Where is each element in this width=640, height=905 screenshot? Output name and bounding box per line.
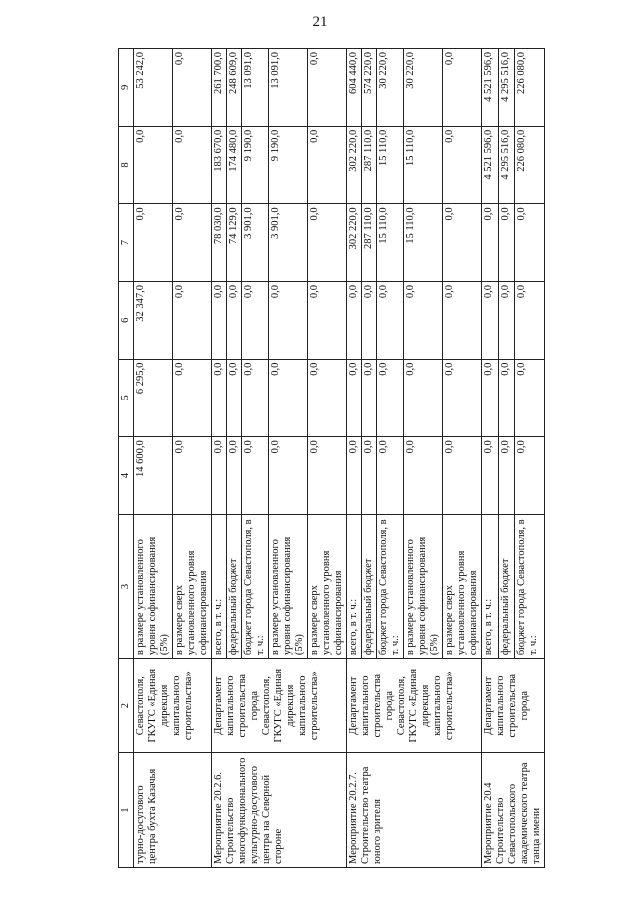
amount-cell: 226 080,0 xyxy=(515,49,545,127)
table-row xyxy=(482,49,499,868)
funding-source-cell: всего, в т. ч.: xyxy=(212,514,227,658)
amount-cell: 0,0 xyxy=(498,281,515,359)
amount-cell: 0,0 xyxy=(443,204,482,282)
amount-cell: 13 091,0 xyxy=(242,49,269,127)
amount-cell: 261 700,0 xyxy=(212,49,227,127)
column-number: 5 xyxy=(119,359,134,437)
amount-cell: 0,0 xyxy=(377,359,404,437)
amount-cell: 287 110,0 xyxy=(362,204,377,282)
amount-cell: 604 440,0 xyxy=(347,49,362,127)
funding-source-cell: в размере сверх установленного уровня софинансирования xyxy=(308,514,347,658)
table-body xyxy=(134,49,545,868)
column-number: 8 xyxy=(119,126,134,204)
organization-name: Департамент капитального строительства города xyxy=(483,673,530,738)
amount-cell: 0,0 xyxy=(498,204,515,282)
column-number: 6 xyxy=(119,281,134,359)
amount-cell: 0,0 xyxy=(347,281,362,359)
amount-cell: 248 609,0 xyxy=(227,49,242,127)
amount-cell: 0,0 xyxy=(227,437,242,515)
amount-cell: 574 220,0 xyxy=(362,49,377,127)
amount-cell: 15 110,0 xyxy=(404,126,443,204)
amount-cell: 0,0 xyxy=(443,281,482,359)
amount-cell: 0,0 xyxy=(362,359,377,437)
amount-cell: 0,0 xyxy=(443,49,482,127)
column-number-row xyxy=(119,49,134,868)
amount-cell: 0,0 xyxy=(242,281,269,359)
funding-source-cell: всего, в т. ч.: xyxy=(347,514,362,658)
column-number: 2 xyxy=(119,659,134,753)
amount-cell: 0,0 xyxy=(362,437,377,515)
amount-cell: 0,0 xyxy=(443,359,482,437)
amount-cell: 0,0 xyxy=(515,359,545,437)
amount-cell: 53 242,0 xyxy=(134,49,173,127)
amount-cell: 0,0 xyxy=(498,437,515,515)
amount-cell: 78 030,0 xyxy=(212,204,227,282)
rotated-table-wrapper xyxy=(118,48,541,868)
amount-cell: 0,0 xyxy=(134,204,173,282)
amount-cell: 0,0 xyxy=(377,281,404,359)
amount-cell: 0,0 xyxy=(498,359,515,437)
funding-source-cell: бюджет города Севастополя, в т. ч.: xyxy=(377,514,404,658)
amount-cell: 0,0 xyxy=(515,281,545,359)
amount-cell: 0,0 xyxy=(269,359,308,437)
amount-cell: 30 220,0 xyxy=(404,49,443,127)
amount-cell: 0,0 xyxy=(173,204,212,282)
amount-cell: 15 110,0 xyxy=(404,204,443,282)
amount-cell: 174 480,0 xyxy=(227,126,242,204)
amount-cell: 0,0 xyxy=(443,126,482,204)
amount-cell: 0,0 xyxy=(308,204,347,282)
amount-cell: 0,0 xyxy=(482,281,499,359)
column-number: 3 xyxy=(119,514,134,658)
column-number: 9 xyxy=(119,49,134,127)
amount-cell: 0,0 xyxy=(404,437,443,515)
amount-cell: 13 091,0 xyxy=(269,49,308,127)
amount-cell: 30 220,0 xyxy=(377,49,404,127)
amount-cell: 0,0 xyxy=(308,359,347,437)
column-number: 1 xyxy=(119,753,134,868)
activity-name-cell: турно-досугового центра бухта Казачья xyxy=(134,753,212,868)
amount-cell: 0,0 xyxy=(443,437,482,515)
responsible-organization-cell xyxy=(347,659,482,753)
amount-cell: 0,0 xyxy=(227,359,242,437)
amount-cell: 0,0 xyxy=(212,281,227,359)
amount-cell: 302 220,0 xyxy=(347,204,362,282)
funding-source-cell: федеральный бюджет xyxy=(362,514,377,658)
page-number: 21 xyxy=(312,14,328,30)
amount-cell: 0,0 xyxy=(404,359,443,437)
amount-cell: 302 220,0 xyxy=(347,126,362,204)
funding-source-cell: бюджет города Севастополя, в т. ч.: xyxy=(515,514,545,658)
amount-cell: 9 190,0 xyxy=(242,126,269,204)
amount-cell: 0,0 xyxy=(308,126,347,204)
amount-cell: 15 110,0 xyxy=(377,126,404,204)
budget-table xyxy=(118,48,545,868)
amount-cell: 0,0 xyxy=(134,126,173,204)
funding-source-cell: в размере установленного уровня софинансирования (5%) xyxy=(404,514,443,658)
amount-cell: 0,0 xyxy=(308,281,347,359)
amount-cell: 32 347,0 xyxy=(134,281,173,359)
amount-cell: 0,0 xyxy=(227,281,242,359)
organization-name: Севастополя, ГКУГС «Единая дирекция капитального строительства» xyxy=(135,668,194,743)
amount-cell: 0,0 xyxy=(482,359,499,437)
funding-source-cell: всего, в т. ч.: xyxy=(482,514,499,658)
organization-name: Севастополя, ГКУГС «Единая дирекция капитального строительства» xyxy=(261,668,320,743)
amount-cell: 183 670,0 xyxy=(212,126,227,204)
amount-cell: 226 080,0 xyxy=(515,126,545,204)
amount-cell: 6 295,0 xyxy=(134,359,173,437)
amount-cell: 0,0 xyxy=(269,437,308,515)
organization-name: Департамент капитального строительства города xyxy=(213,673,260,738)
amount-cell: 15 110,0 xyxy=(377,204,404,282)
amount-cell: 0,0 xyxy=(212,359,227,437)
amount-cell: 0,0 xyxy=(242,437,269,515)
amount-cell: 0,0 xyxy=(515,437,545,515)
activity-name-cell: Мероприятие 20.4 Строительство Севастопольского академического театра танца имени xyxy=(482,753,545,868)
amount-cell: 0,0 xyxy=(308,437,347,515)
table-row xyxy=(347,49,362,868)
amount-cell: 0,0 xyxy=(515,204,545,282)
amount-cell: 3 901,0 xyxy=(242,204,269,282)
funding-source-cell: в размере сверх установленного уровня софинансирования xyxy=(173,514,212,658)
responsible-organization-cell xyxy=(482,659,545,753)
amount-cell: 0,0 xyxy=(212,437,227,515)
amount-cell: 0,0 xyxy=(347,437,362,515)
amount-cell: 4 295 516,0 xyxy=(498,49,515,127)
amount-cell: 3 901,0 xyxy=(269,204,308,282)
amount-cell: 0,0 xyxy=(482,204,499,282)
amount-cell: 0,0 xyxy=(173,49,212,127)
amount-cell: 0,0 xyxy=(377,437,404,515)
responsible-organization-cell xyxy=(212,659,347,753)
column-number: 7 xyxy=(119,204,134,282)
amount-cell: 4 521 596,0 xyxy=(482,49,499,127)
funding-source-cell: в размере установленного уровня софинансирования (5%) xyxy=(134,514,173,658)
activity-name-cell: Мероприятие 20.2.6. Строительство многофункционального культурно-досугового центра на Северной стороне xyxy=(212,753,347,868)
amount-cell: 0,0 xyxy=(173,359,212,437)
amount-cell: 0,0 xyxy=(347,359,362,437)
amount-cell: 0,0 xyxy=(362,281,377,359)
amount-cell: 14 600,0 xyxy=(134,437,173,515)
amount-cell: 74 129,0 xyxy=(227,204,242,282)
organization-name: Севастополя, ГКУГС «Единая дирекция капитального строительства» xyxy=(396,668,455,743)
amount-cell: 0,0 xyxy=(173,281,212,359)
organization-name: Департамент капитального строительства города xyxy=(348,673,395,738)
table-row xyxy=(134,49,173,868)
amount-cell: 9 190,0 xyxy=(269,126,308,204)
amount-cell: 0,0 xyxy=(173,126,212,204)
amount-cell: 0,0 xyxy=(242,359,269,437)
amount-cell: 0,0 xyxy=(173,437,212,515)
funding-source-cell: в размере сверх установленного уровня софинансирования xyxy=(443,514,482,658)
activity-name-cell: Мероприятие 20.2.7. Строительство театра юного зрителя xyxy=(347,753,482,868)
funding-source-cell: федеральный бюджет xyxy=(227,514,242,658)
amount-cell: 0,0 xyxy=(482,437,499,515)
amount-cell: 287 110,0 xyxy=(362,126,377,204)
amount-cell: 4 295 516,0 xyxy=(498,126,515,204)
responsible-organization-cell xyxy=(134,659,212,753)
funding-source-cell: бюджет города Севастополя, в т. ч.: xyxy=(242,514,269,658)
amount-cell: 0,0 xyxy=(269,281,308,359)
funding-source-cell: федеральный бюджет xyxy=(498,514,515,658)
amount-cell: 0,0 xyxy=(308,49,347,127)
funding-source-cell: в размере установленного уровня софинансирования (5%) xyxy=(269,514,308,658)
column-number: 4 xyxy=(119,437,134,515)
table-row xyxy=(212,49,227,868)
amount-cell: 4 521 596,0 xyxy=(482,126,499,204)
amount-cell: 0,0 xyxy=(404,281,443,359)
